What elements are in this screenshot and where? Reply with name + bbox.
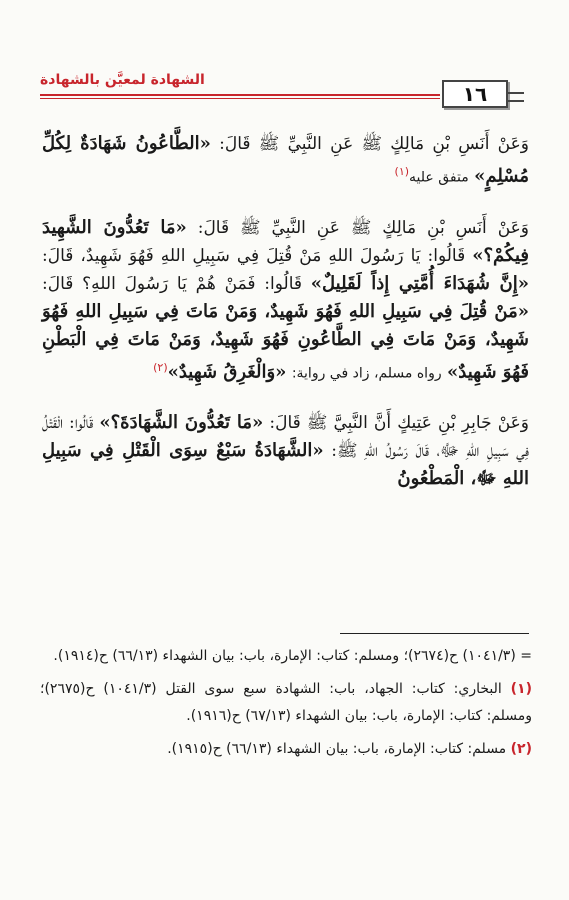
p2-intro: وَعَنْ أَنَسِ بْنِ مَالِكٍ ﷺ عَنِ النَّبِيِّ ﷺ قَالَ: xyxy=(197,217,530,238)
p2-said-2: قَالُوا: فَمَنْ هُمْ يَا رَسُولَ اللهِ؟ قَالَ: xyxy=(42,273,303,294)
p1-source: متفق عليه xyxy=(409,169,469,186)
footnote-1 xyxy=(40,676,532,730)
p2-quote-3: «مَنْ قُتِلَ فِي سَبِيلِ اللهِ فَهُوَ شَهِيدٌ، وَمَنْ مَاتَ فِي سَبِيلِ اللهِ فَهُوَ شَهِيدٌ، وَمَنْ مَاتَ فِي الطَّاعُونِ فَهُوَ شَهِيدٌ، وَمَنْ مَاتَ فِي الْبَطْنِ فَهُوَ شَهِيدٌ» xyxy=(42,300,529,383)
footnote-separator xyxy=(340,633,529,634)
page-header xyxy=(40,72,518,112)
footnote-1-text: البخاري: كتاب: الجهاد، باب: الشهادة سبع سوى القتل (١٠٤١/٣) ح(٢٦٧٥)؛ ومسلم: كتاب: الإمارة، باب: بيان الشهداء (٦٧/١٣) ح(١٩١٦). xyxy=(40,681,532,724)
footnote-2 xyxy=(40,736,532,763)
p2-said-1: قَالُوا: يَا رَسُولَ اللهِ مَنْ قُتِلَ فِي سَبِيلِ اللهِ فَهُوَ شَهِيدٌ، قَالَ: xyxy=(42,245,466,266)
paragraph-2 xyxy=(42,214,529,388)
p3-quote-1: «مَا تَعُدُّونَ الشَّهَادَةَ؟» xyxy=(99,412,264,434)
footnote-2-text: مسلم: كتاب: الإمارة، باب: بيان الشهداء (٦٦/١٣) ح(١٩١٥). xyxy=(167,741,507,757)
footnote-ref-2[interactable]: (٢) xyxy=(153,360,168,374)
footnote-2-number: (٢) xyxy=(510,741,532,757)
main-text xyxy=(42,130,529,515)
p2-quote-4: «وَالْغَرِقُ شَهِيدٌ» xyxy=(167,361,287,383)
p2-source: رواه مسلم، زاد في رواية: xyxy=(291,365,442,382)
p3-intro: وَعَنْ جَابِرِ بْنِ عَتِيكٍ أَنَّ النَّبِيَّ ﷺ قَالَ: xyxy=(269,413,529,434)
header-rule xyxy=(40,94,440,99)
footnote-1-number: (١) xyxy=(510,681,532,697)
footnotes xyxy=(40,643,532,769)
p3-said-1: قَالُوا: الْقَتْلُ فِي سَبِيلِ اللهِ ﷻ، قَالَ رَسُولُ اللهِ ﷺ: xyxy=(42,413,530,462)
paragraph-3 xyxy=(42,409,529,493)
paragraph-1 xyxy=(42,130,529,192)
p2-quote-1: «مَا تَعُدُّونَ الشَّهِيدَ فِيكُمْ؟» xyxy=(42,216,529,266)
page-number: ١٦ xyxy=(442,80,508,108)
footnote-continued: = (١٠٤١/٣) ح(٢٦٧٤)؛ ومسلم: كتاب: الإمارة، باب: بيان الشهداء (٦٦/١٣) ح(١٩١٤). xyxy=(53,648,532,664)
p2-quote-2: «إِنَّ شُهَدَاءَ أُمَّتِي إِذاً لَقَلِيلٌ» xyxy=(310,272,529,294)
p3-quote-2: «الشَّهَادَةُ سَبْعٌ سِوَى الْقَتْلِ فِي سَبِيلِ اللهِ ﷻ، الْمَطْعُونُ xyxy=(42,440,529,490)
footnote-ref-1[interactable]: (١) xyxy=(394,165,410,178)
p1-intro: وَعَنْ أَنَسِ بْنِ مَالِكٍ ﷺ عَنِ النَّبِيِّ ﷺ قَالَ: xyxy=(219,134,529,154)
p1-quote: «الطَّاعُونُ شَهَادَةٌ لِكُلِّ مُسْلِمٍ» xyxy=(42,133,529,187)
header-ornament xyxy=(508,92,524,102)
running-title: الشهادة لمعيَّن بالشهادة xyxy=(40,72,205,88)
